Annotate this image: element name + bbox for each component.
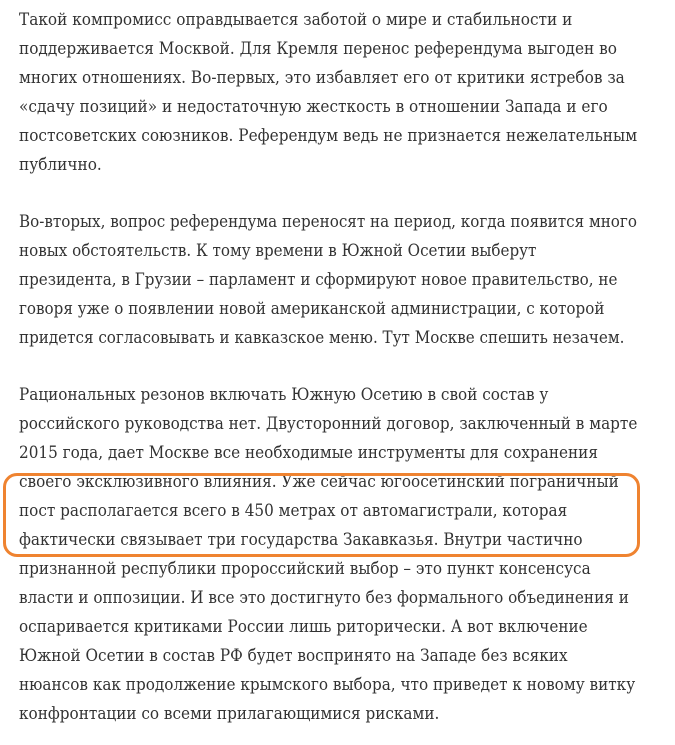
text-line: Южной Осетии в состав РФ будет воспринято на Западе без всяких <box>19 646 568 665</box>
text-line: многих отношениях. Во-первых, это избавляет его от критики ястребов за <box>19 68 625 87</box>
text-line: придется согласовывать и кавказское меню. Тут Москве спешить незачем. <box>19 328 625 347</box>
text-line: признанной республики пророссийский выбор – это пункт консенсуса <box>19 559 591 578</box>
text-line: президента, в Грузии – парламент и сформируют новое правительство, не <box>19 270 618 289</box>
text-line: поддерживается Москвой. Для Кремля перенос референдума выгоден во <box>19 39 617 58</box>
text-line: Во-вторых, вопрос референдума переносят на период, когда появится много <box>19 212 637 231</box>
text-line: публично. <box>19 155 102 174</box>
text-line: пост располагается всего в 450 метрах от автомагистрали, которая <box>19 501 568 520</box>
text-line: Рациональных резонов включать Южную Осетию в свой состав у <box>19 385 549 404</box>
text-line: конфронтации со всеми прилагающимися рисками. <box>19 704 440 723</box>
text-line: «сдачу позиций» и недостаточную жесткость в отношении Запада и его <box>19 97 608 116</box>
text-line: Такой компромисс оправдывается заботой о мире и стабильности и <box>19 10 573 29</box>
text-line: фактически связывает три государства Закавказья. Внутри частично <box>19 530 583 549</box>
text-line: постсоветских союзников. Референдум ведь не признается нежелательным <box>19 126 638 145</box>
text-line: своего эксклюзивного влияния. Уже сейчас югоосетинский пограничный <box>19 472 619 491</box>
text-line: 2015 года, дает Москве все необходимые инструменты для сохранения <box>19 443 598 462</box>
paragraph-2 <box>19 207 675 352</box>
text-line: оспаривается критиками России лишь риторически. А вот включение <box>19 617 588 636</box>
paragraph-1 <box>19 5 675 179</box>
text-line: нюансов как продолжение крымского выбора, что приведет к новому витку <box>19 675 636 694</box>
text-line: новых обстоятельств. К тому времени в Южной Осетии выберут <box>19 241 537 260</box>
text-line: власти и оппозиции. И все это достигнуто без формального объединения и <box>19 588 629 607</box>
text-line: говоря уже о появлении новой американской администрации, с которой <box>19 299 605 318</box>
highlight-annotation-box <box>3 473 640 557</box>
text-line: российского руководства нет. Двусторонний договор, заключенный в марте <box>19 414 638 433</box>
